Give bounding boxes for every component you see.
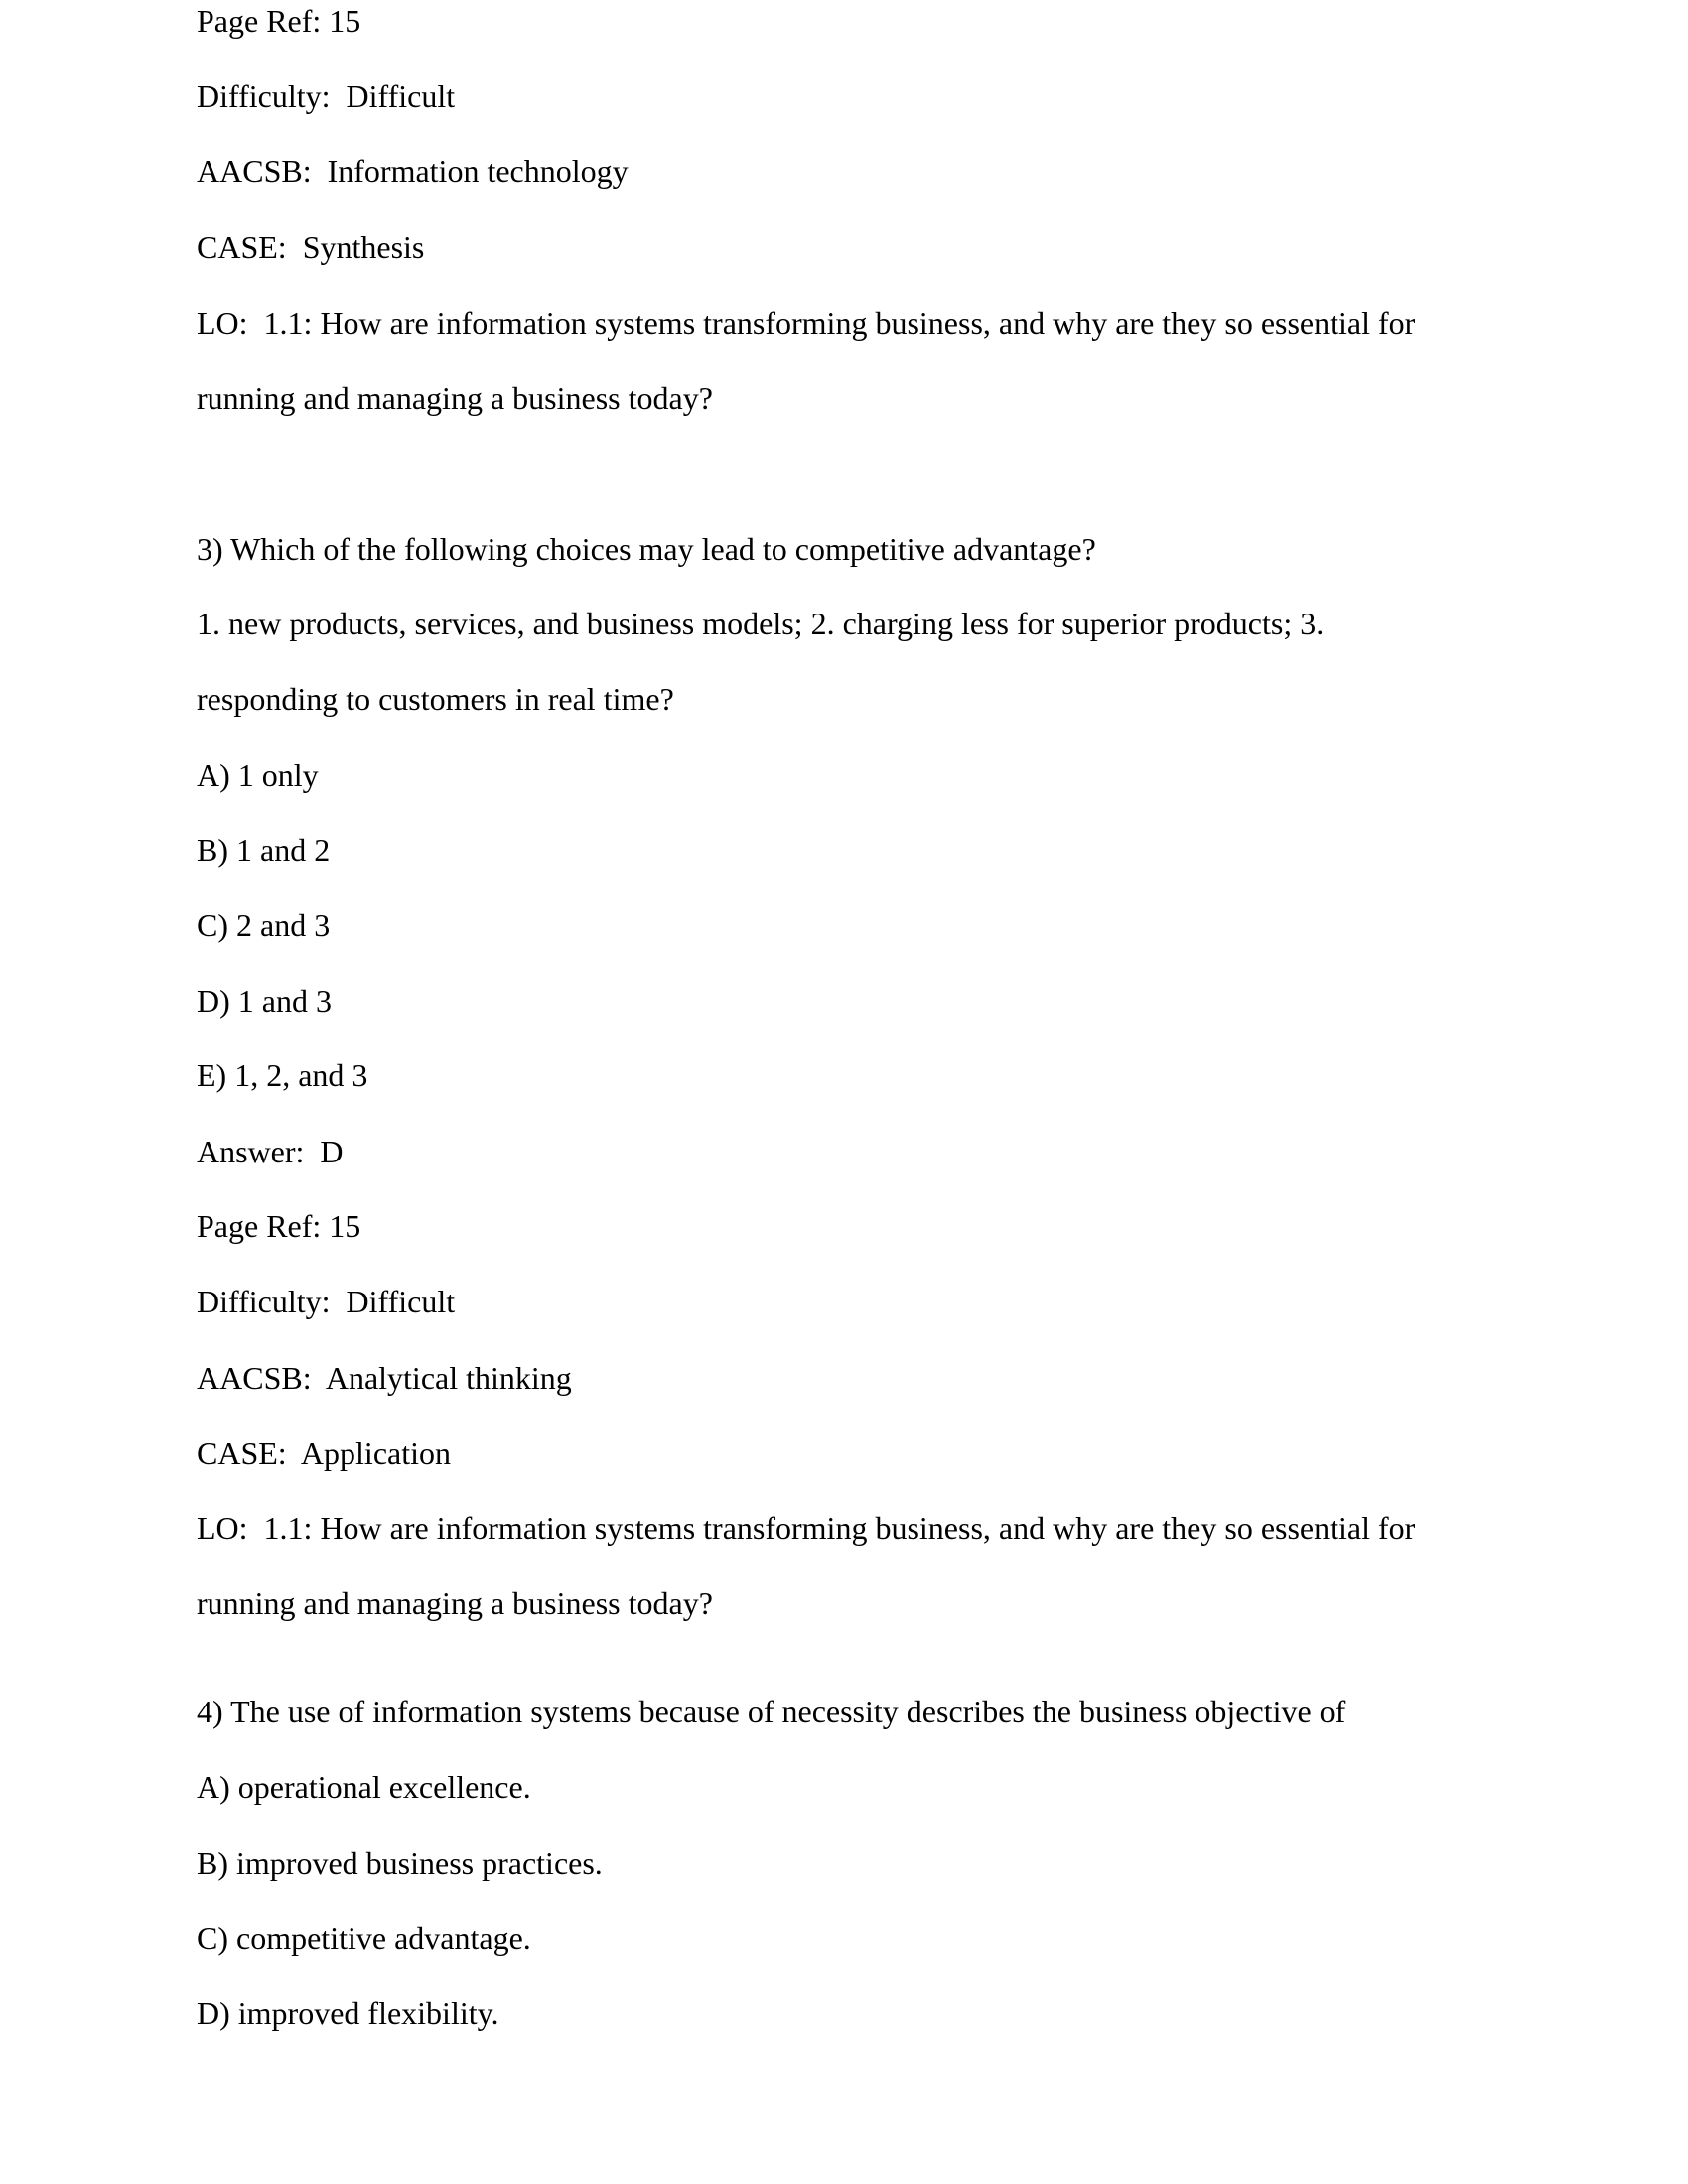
learning-objective-cont: running and managing a business today? bbox=[197, 1585, 713, 1621]
aacsb: AACSB: Analytical thinking bbox=[197, 1360, 572, 1396]
option-b: B) improved business practices. bbox=[197, 1845, 603, 1881]
option-a: A) operational excellence. bbox=[197, 1769, 531, 1805]
learning-objective-cont: running and managing a business today? bbox=[197, 380, 713, 416]
answer: Answer: D bbox=[197, 1134, 344, 1169]
option-e: E) 1, 2, and 3 bbox=[197, 1057, 368, 1093]
option-a: A) 1 only bbox=[197, 757, 319, 793]
question-4: 4) The use of information systems because of necessity describes the business objective of bbox=[197, 1694, 1346, 1729]
question-3-stem: 1. new products, services, and business models; 2. charging less for superior products; 3. bbox=[197, 606, 1325, 641]
option-d: D) improved flexibility. bbox=[197, 1995, 499, 2031]
question-3: 3) Which of the following choices may lead to competitive advantage? bbox=[197, 531, 1096, 567]
option-c: C) competitive advantage. bbox=[197, 1920, 531, 1956]
learning-objective: LO: 1.1: How are information systems transforming business, and why are they so essential for bbox=[197, 1510, 1416, 1546]
difficulty: Difficulty: Difficult bbox=[197, 78, 456, 114]
page-ref: Page Ref: 15 bbox=[197, 1208, 361, 1244]
option-d: D) 1 and 3 bbox=[197, 983, 332, 1019]
page-ref: Page Ref: 15 bbox=[197, 3, 361, 39]
case: CASE: Application bbox=[197, 1435, 451, 1471]
question-3-stem-cont: responding to customers in real time? bbox=[197, 681, 674, 717]
option-b: B) 1 and 2 bbox=[197, 832, 331, 868]
learning-objective: LO: 1.1: How are information systems transforming business, and why are they so essential for bbox=[197, 305, 1416, 341]
difficulty: Difficulty: Difficult bbox=[197, 1284, 456, 1319]
option-c: C) 2 and 3 bbox=[197, 907, 331, 943]
case: CASE: Synthesis bbox=[197, 229, 425, 265]
aacsb: AACSB: Information technology bbox=[197, 153, 629, 189]
